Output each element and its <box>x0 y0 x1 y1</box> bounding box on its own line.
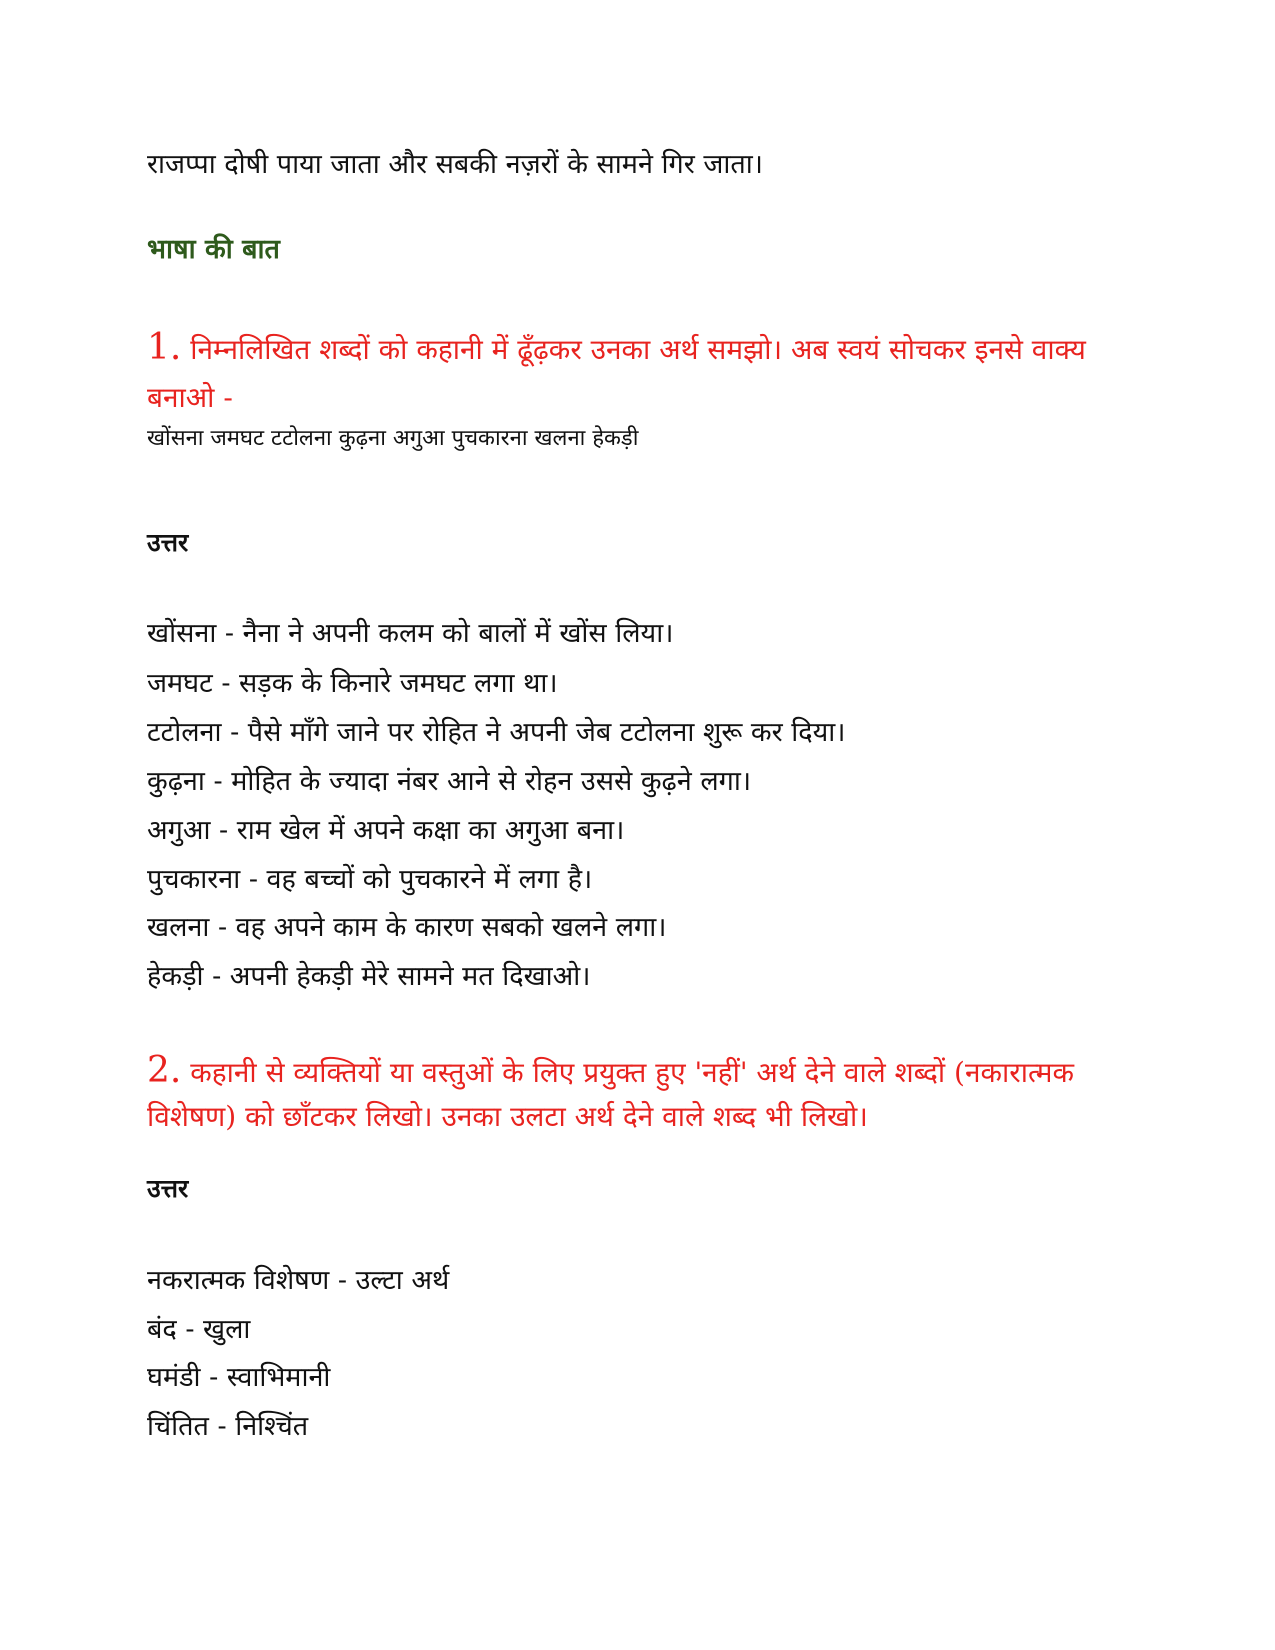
question-2-text: कहानी से व्यक्तियों या वस्तुओं के लिए प्रयुक्त हुए 'नहीं' अर्थ देने वाले शब्दों (नकारात्मक <box>181 1056 1075 1089</box>
question-2-line-1 <box>147 1050 1075 1091</box>
answer-1-item: टटोलना - पैसे माँगे जाने पर रोहित ने अपनी जेब टटोलना शुरू कर दिया। <box>147 717 846 748</box>
answer-2-item: नकरात्मक विशेषण - उल्टा अर्थ <box>147 1265 450 1296</box>
answer-2-item: बंद - खुला <box>147 1314 251 1345</box>
question-1-line-1 <box>147 327 1086 368</box>
question-1-word-list: खोंसना जमघट टटोलना कुढ़ना अगुआ पुचकारना खलना हेकड़ी <box>147 426 639 451</box>
answer-label-1: उत्तर <box>147 528 189 557</box>
section-heading: भाषा की बात <box>147 234 280 265</box>
answer-1-item: हेकड़ी - अपनी हेकड़ी मेरे सामने मत दिखाओ। <box>147 961 591 992</box>
answer-1-item: कुढ़ना - मोहित के ज्यादा नंबर आने से रोहन उससे कुढ़ने लगा। <box>147 766 752 797</box>
answer-label-2: उत्तर <box>147 1174 189 1203</box>
answer-1-item: खोंसना - नैना ने अपनी कलम को बालों में खोंस लिया। <box>147 618 674 649</box>
question-1-text: निम्नलिखित शब्दों को कहानी में ढूँढ़कर उनका अर्थ समझो। अब स्वयं सोचकर इनसे वाक्य <box>181 333 1086 366</box>
question-1-number: 1. <box>147 327 182 368</box>
answer-1-item: जमघट - सड़क के किनारे जमघट लगा था। <box>147 668 558 699</box>
answer-2-item: घमंडी - स्वाभिमानी <box>147 1362 331 1393</box>
intro-line: राजप्पा दोषी पाया जाता और सबकी नज़रों के सामने गिर जाता। <box>147 149 763 180</box>
question-1-line-2: बनाओ - <box>147 381 233 414</box>
answer-1-item: पुचकारना - वह बच्चों को पुचकारने में लगा है। <box>147 864 593 895</box>
question-2-number: 2. <box>147 1050 182 1091</box>
answer-1-item: खलना - वह अपने काम के कारण सबको खलने लगा। <box>147 912 667 943</box>
answer-2-item: चिंतित - निश्चिंत <box>147 1411 309 1442</box>
answer-1-item: अगुआ - राम खेल में अपने कक्षा का अगुआ बना। <box>147 815 625 846</box>
question-2-line-2: विशेषण) को छाँटकर लिखो। उनका उलटा अर्थ देने वाले शब्द भी लिखो। <box>147 1100 868 1133</box>
